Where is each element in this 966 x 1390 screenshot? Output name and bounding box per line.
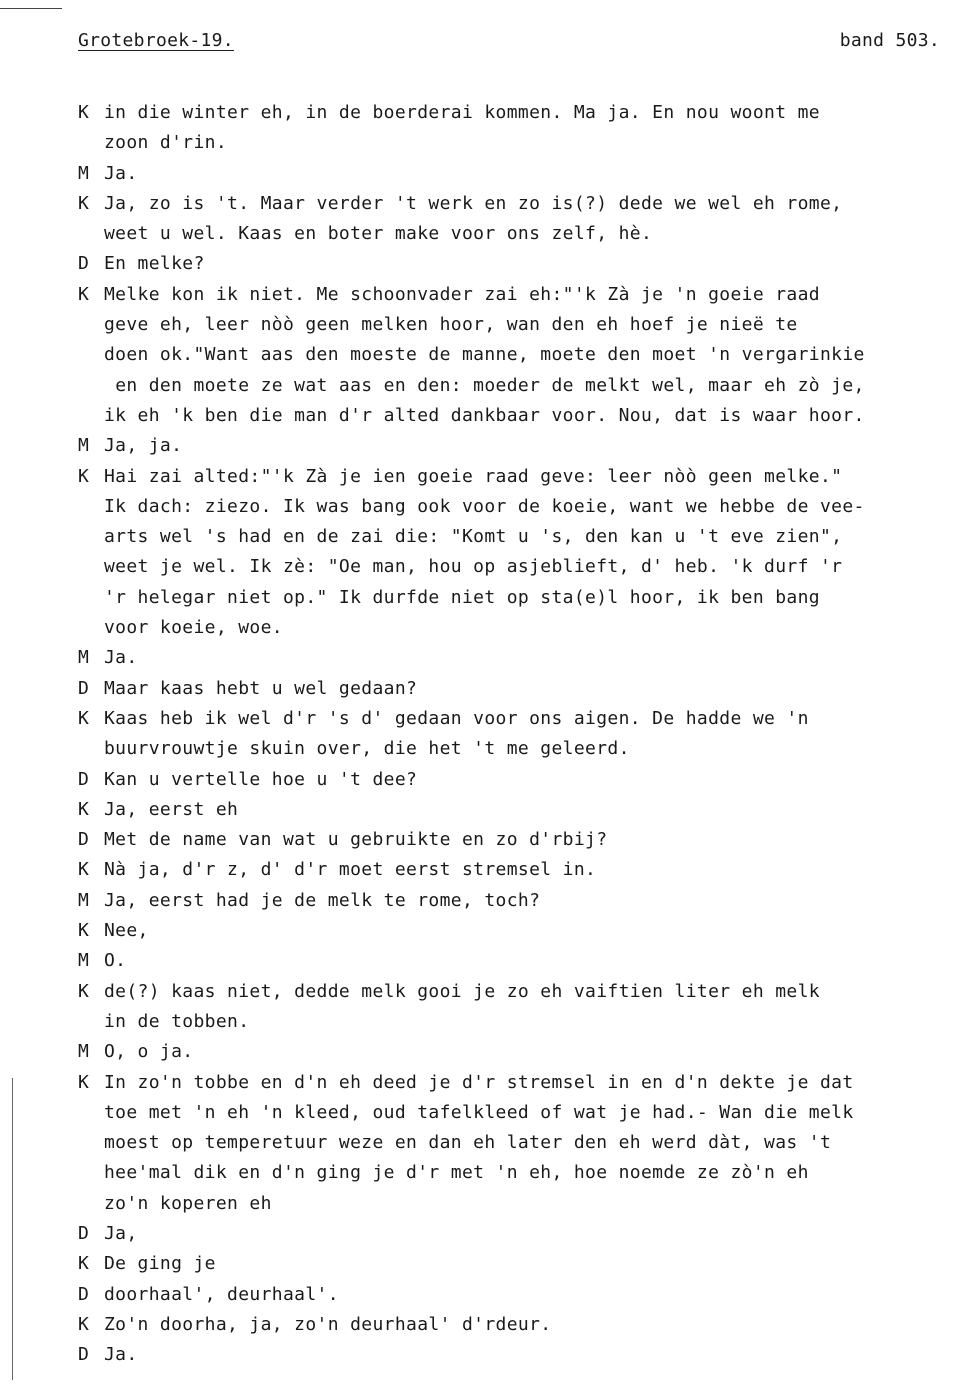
utterance-text: zo'n koperen eh xyxy=(104,1192,272,1214)
utterance-text: Ja, eerst had je de melk te rome, toch? xyxy=(104,889,541,911)
utterance-text: en den moete ze wat aas en den: moeder de melkt wel, maar eh zò je, xyxy=(104,374,865,396)
speaker-label: K xyxy=(78,920,90,942)
speaker-label: D xyxy=(78,1222,90,1244)
speaker-label xyxy=(78,401,104,431)
transcript-line xyxy=(78,310,948,340)
utterance-text: in die winter eh, in de boerderai kommen. Ma ja. En nou woont me xyxy=(104,102,820,123)
utterance-text: doen ok."Want aas den moeste de manne, moete den moet 'n vergarinkie xyxy=(104,344,865,366)
page-header xyxy=(78,30,940,56)
speaker-label: M xyxy=(78,889,90,911)
utterance-text: moest op temperetuur weze en dan eh later den eh werd dàt, was 't xyxy=(104,1132,832,1154)
utterance-text: Ja, eerst eh xyxy=(104,798,239,820)
transcript-line xyxy=(78,1098,948,1128)
speaker-label: K xyxy=(78,798,90,820)
transcript-line xyxy=(78,1007,948,1037)
band-number: band 503. xyxy=(839,30,940,51)
utterance-text: Ja, zo is 't. Maar verder 't werk en zo is(?) dede we wel eh rome, xyxy=(104,192,843,214)
transcript-body xyxy=(78,98,948,1370)
transcript-line xyxy=(78,946,948,976)
transcript-line xyxy=(78,371,948,401)
transcript-line xyxy=(78,1340,948,1370)
transcript-line xyxy=(78,219,948,249)
transcript-line xyxy=(78,583,948,613)
utterance-text: Ja. xyxy=(104,1344,138,1366)
speaker-label: K xyxy=(78,707,90,729)
utterance-text: weet je wel. Ik zè: "Oe man, hou op asjeblieft, d' heb. 'k durf 'r xyxy=(104,556,843,578)
utterance-text: geve eh, leer nòò geen melken hoor, wan den eh hoef je nieë te xyxy=(104,314,798,336)
utterance-text: Maar kaas hebt u wel gedaan? xyxy=(104,677,418,699)
transcript-line xyxy=(78,734,948,764)
transcript-line xyxy=(78,795,948,825)
speaker-label xyxy=(78,522,104,552)
speaker-label xyxy=(78,1158,104,1188)
utterance-text: 'r helegar niet op." Ik durfde niet op sta(e)l hoor, ik ben bang xyxy=(104,586,820,608)
utterance-text: En melke? xyxy=(104,253,205,275)
utterance-text: Nee, xyxy=(104,920,149,942)
utterance-text: Ja, ja. xyxy=(104,435,183,457)
utterance-text: Ja. xyxy=(104,162,138,184)
speaker-label xyxy=(78,128,104,158)
utterance-text: weet u wel. Kaas en boter make voor ons zelf, hè. xyxy=(104,223,653,245)
transcript-line xyxy=(78,492,948,522)
speaker-label: K xyxy=(78,102,90,123)
speaker-label: D xyxy=(78,677,90,699)
speaker-label: K xyxy=(78,283,90,305)
utterance-text: ik eh 'k ben die man d'r alted dankbaar voor. Nou, dat is waar hoor. xyxy=(104,404,865,426)
transcript-line xyxy=(78,1249,948,1279)
transcript-line xyxy=(78,916,948,946)
speaker-label: D xyxy=(78,1344,90,1366)
utterance-text: Ja, xyxy=(104,1222,138,1244)
speaker-label: M xyxy=(78,435,90,457)
transcript-line xyxy=(78,1128,948,1158)
transcript-line xyxy=(78,1280,948,1310)
speaker-label xyxy=(78,1128,104,1158)
speaker-label xyxy=(78,552,104,582)
transcript-line xyxy=(78,249,948,279)
utterance-text: Met de name van wat u gebruikte en zo d'rbij? xyxy=(104,829,608,851)
transcript-line xyxy=(78,401,948,431)
transcript-line xyxy=(78,977,948,1007)
speaker-label: K xyxy=(78,980,90,1002)
speaker-label xyxy=(78,492,104,522)
utterance-text: Kaas heb ik wel d'r 's d' gedaan voor ons aigen. De hadde we 'n xyxy=(104,707,809,729)
speaker-label xyxy=(78,1098,104,1128)
left-margin-line xyxy=(12,1078,13,1380)
speaker-label xyxy=(78,613,104,643)
transcript-line xyxy=(78,613,948,643)
transcript-line xyxy=(78,159,948,189)
transcript-line xyxy=(78,340,948,370)
utterance-text: Zo'n doorha, ja, zo'n deurhaal' d'rdeur. xyxy=(104,1313,552,1335)
speaker-label xyxy=(78,583,104,613)
speaker-label: K xyxy=(78,1071,90,1093)
transcript-line xyxy=(78,1219,948,1249)
utterance-text: buurvrouwtje skuin over, die het 't me geleerd. xyxy=(104,738,630,760)
speaker-label: D xyxy=(78,253,90,275)
speaker-label xyxy=(78,340,104,370)
transcript-line xyxy=(78,280,948,310)
utterance-text: O, o ja. xyxy=(104,1041,194,1063)
speaker-label xyxy=(78,310,104,340)
utterance-text: Kan u vertelle hoe u 't dee? xyxy=(104,768,418,790)
top-left-rule xyxy=(0,8,62,9)
transcript-line xyxy=(78,886,948,916)
speaker-label: M xyxy=(78,950,90,972)
speaker-label: D xyxy=(78,829,90,851)
transcript-line xyxy=(78,643,948,673)
speaker-label: M xyxy=(78,647,90,669)
utterance-text: Nà ja, d'r z, d' d'r moet eerst stremsel in. xyxy=(104,859,597,881)
transcript-line xyxy=(78,704,948,734)
speaker-label: K xyxy=(78,192,90,214)
speaker-label: K xyxy=(78,1253,90,1275)
transcript-line xyxy=(78,1037,948,1067)
utterance-text: Hai zai alted:"'k Zà je ien goeie raad geve: leer nòò geen melke." xyxy=(104,465,843,487)
transcript-line xyxy=(78,855,948,885)
utterance-text: zoon d'rin. xyxy=(104,132,228,154)
transcript-line xyxy=(78,1189,948,1219)
utterance-text: Ja. xyxy=(104,647,138,669)
utterance-text: toe met 'n eh 'n kleed, oud tafelkleed of wat je had.- Wan die melk xyxy=(104,1101,854,1123)
speaker-label: D xyxy=(78,768,90,790)
utterance-text: hee'mal dik en d'n ging je d'r met 'n eh, hoe noemde ze zò'n eh xyxy=(104,1162,809,1184)
speaker-label xyxy=(78,371,104,401)
document-title: Grotebroek-19. xyxy=(78,30,234,51)
speaker-label xyxy=(78,1189,104,1219)
transcript-line xyxy=(78,1158,948,1188)
transcript-line xyxy=(78,431,948,461)
utterance-text: O. xyxy=(104,950,127,972)
speaker-label: K xyxy=(78,859,90,881)
utterance-text: arts wel 's had en de zai die: "Komt u 's, den kan u 't eve zien", xyxy=(104,526,843,548)
transcript-line xyxy=(78,1310,948,1340)
utterance-text: De ging je xyxy=(104,1253,216,1275)
speaker-label: K xyxy=(78,1313,90,1335)
transcript-line xyxy=(78,98,948,128)
transcript-line xyxy=(78,1068,948,1098)
transcript-line xyxy=(78,462,948,492)
utterance-text: Ik dach: ziezo. Ik was bang ook voor de koeie, want we hebbe de vee- xyxy=(104,495,865,517)
utterance-text: de(?) kaas niet, dedde melk gooi je zo eh vaiftien liter eh melk xyxy=(104,980,820,1002)
utterance-text: in de tobben. xyxy=(104,1010,250,1032)
transcript-line xyxy=(78,128,948,158)
transcript-line xyxy=(78,825,948,855)
transcript-line xyxy=(78,765,948,795)
transcript-line xyxy=(78,674,948,704)
speaker-label: M xyxy=(78,162,90,184)
speaker-label xyxy=(78,219,104,249)
utterance-text: In zo'n tobbe en d'n eh deed je d'r stremsel in en d'n dekte je dat xyxy=(104,1071,854,1093)
utterance-text: voor koeie, woe. xyxy=(104,617,283,639)
speaker-label: M xyxy=(78,1041,90,1063)
transcript-line xyxy=(78,189,948,219)
speaker-label: D xyxy=(78,1283,90,1305)
transcript-line xyxy=(78,522,948,552)
speaker-label xyxy=(78,1007,104,1037)
utterance-text: doorhaal', deurhaal'. xyxy=(104,1283,339,1305)
speaker-label: K xyxy=(78,465,90,487)
transcript-line xyxy=(78,552,948,582)
utterance-text: Melke kon ik niet. Me schoonvader zai eh:"'k Zà je 'n goeie raad xyxy=(104,283,820,305)
speaker-label xyxy=(78,734,104,764)
